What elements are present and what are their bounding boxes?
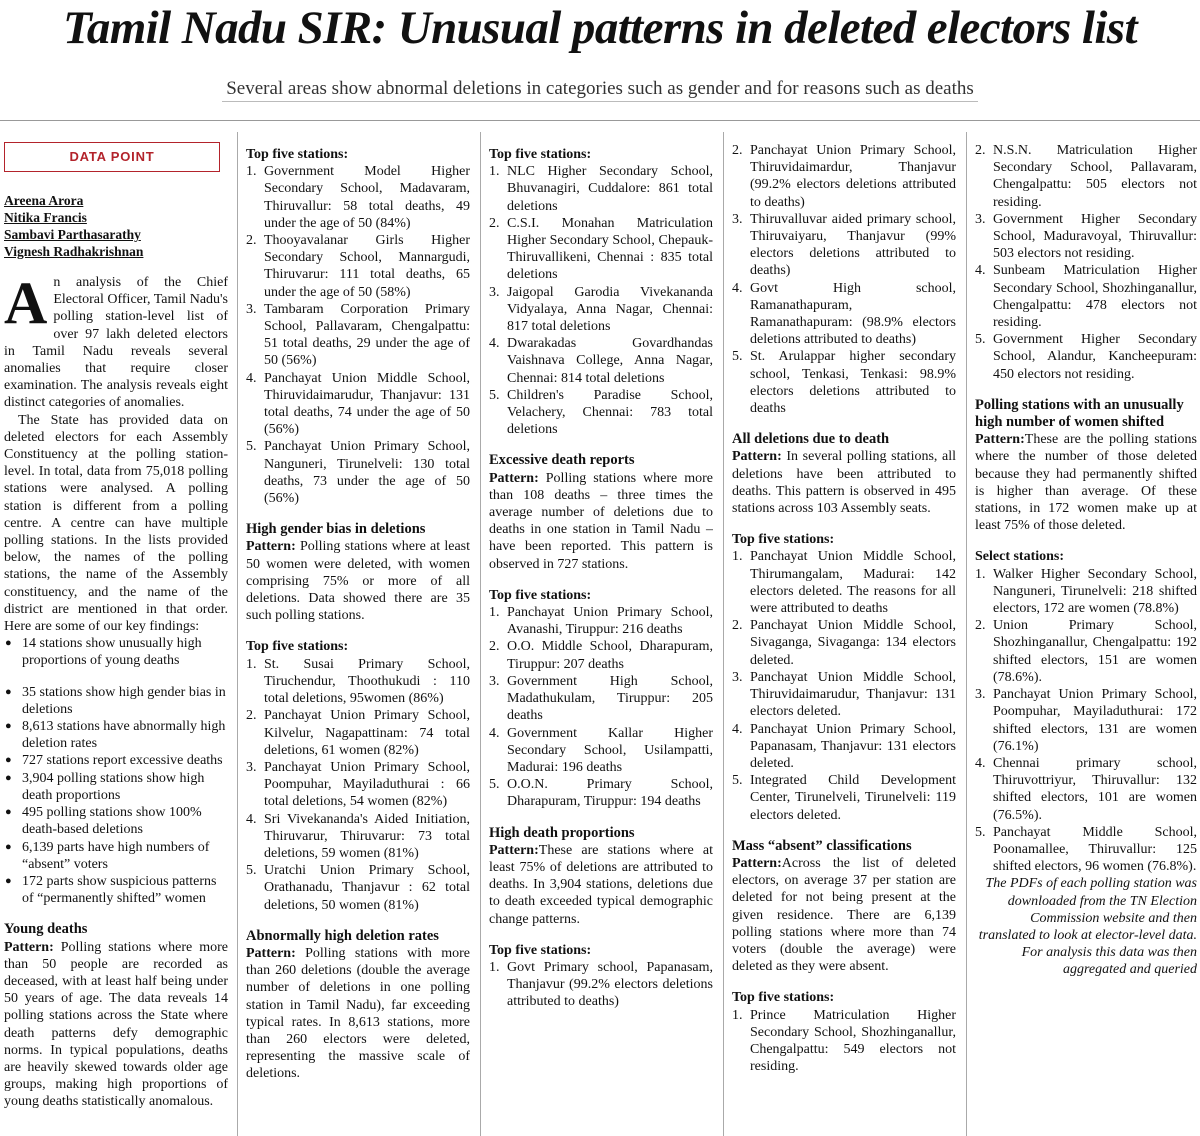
section-title-women-shifted: Polling stations with an unusually high number of women shifted — [975, 396, 1184, 431]
station-item: 2. O.O. Middle School, Dharapuram, Tiruppur: 207 deaths — [489, 639, 713, 672]
station-item: 3. Panchayat Union Middle School, Thiruvidaimarudur, Thanjavur: 131 electors deleted. — [732, 669, 956, 720]
pattern-text: Polling stations where more than 50 people are recorded as deceased, with at least half being under 50 years of age. The data reveals 14 polling stations across the State where death patterns defy demographic norms. In typical populations, deaths are heavily skewed towards older age groups, making high proportions of young deaths statistically anomalous. — [4, 939, 228, 1110]
section-title-young-deaths: Young deaths — [4, 921, 88, 938]
station-item: 3. Jaigopal Garodia Vivekananda Vidyalaya, Anna Nagar, Chennai: 817 total deletions — [489, 284, 713, 335]
station-list-absent-cont — [975, 142, 1197, 383]
drop-cap: A — [4, 270, 48, 336]
station-item: 5. Panchayat Middle School, Poonamallee, Thiruvallur: 125 shifted electors, 96 women (76.8%). — [975, 824, 1197, 875]
top-five-label: Top five stations: — [732, 990, 835, 1006]
section-pattern: Pattern:These are stations where at least 75% of deletions are attributed to deaths. In 3,904 stations, deletions due to death exceeded typical demographic change patterns. — [489, 842, 713, 927]
column-divider — [480, 132, 481, 1136]
finding-item: ● 172 parts show suspicious patterns of “permanently shifted” women — [4, 873, 228, 907]
finding-item: ● 727 stations report excessive deaths — [4, 752, 228, 769]
station-item: 1. NLC Higher Secondary School, Bhuvanagiri, Cuddalore: 861 total deletions — [489, 164, 713, 214]
station-item: 2. C.S.I. Monahan Matriculation Higher Secondary School, Chepauk-Thiruvallikeni, Chennai : 835 total deletions — [489, 215, 713, 283]
station-list-young-deaths — [246, 163, 470, 507]
methodology-note: The PDFs of each polling station was downloaded from the TN Election Commission website and then translated to look at elector-level data. — [978, 876, 1197, 943]
station-item: 5. Integrated Child Development Center, Tirunelveli, Tirunelveli: 119 electors deleted. — [732, 773, 956, 823]
intro-text: n analysis of the Chief Electoral Officer, Tamil Nadu's polling station-level list of over 97 lakh deleted electors in Tamil Nadu reveals several anomalies that require closer examination. The analysis reveals eight distinct categories of anomalies. — [4, 275, 228, 411]
author-link[interactable]: Vignesh Radhakrishnan — [4, 244, 144, 259]
station-item: 1. Prince Matriculation Higher Secondary School, Shozhinganallur, Chengalpattu: 549 electors not residing. — [732, 1007, 956, 1075]
author-link[interactable]: Nitika Francis — [4, 210, 87, 225]
pattern-label: Pattern: — [4, 939, 54, 955]
column-divider — [966, 132, 967, 1136]
station-item: 1. Govt Primary school, Papanasam, Thanjavur (99.2% electors deletions attributed to deaths) — [489, 959, 713, 1010]
station-item: 5. Government Higher Secondary School, Alandur, Kancheepuram: 450 electors not residing. — [975, 332, 1197, 382]
section-pattern: Pattern:Across the list of deleted electors, on average 37 per station are deleted for not being present at the given residence. There are 6,139 polling stations where more than 74 voters (double the average) were deleted as they were absent. — [732, 855, 956, 975]
section-title-absent: Mass “absent” classifications — [732, 837, 912, 854]
header-rule — [0, 120, 1200, 121]
station-item: 2. Panchayat Union Primary School, Kilvelur, Nagapattinam: 74 total deletions, 61 women (82%) — [246, 708, 470, 758]
station-item: 4. Government Kallar Higher Secondary School, Usilampatti, Madurai: 196 deaths — [489, 725, 713, 775]
station-item: 5. St. Arulappar higher secondary school, Tenkasi, Tenkasi: 98.9% electors deletions attributed to deaths — [732, 349, 956, 417]
methodology-note-2: For analysis this data was then aggregated and queried — [1021, 945, 1197, 978]
station-item: 2. Thooyavalanar Girls Higher Secondary School, Mannargudi, Thiruvarur: 111 total deaths, 65 under the age of 50 (58%) — [246, 233, 470, 300]
station-list-abnormal-deletions — [489, 163, 713, 438]
top-five-label: Top five stations: — [489, 942, 592, 958]
section-pattern: Pattern: Polling stations where at least 50 women were deleted, with women comprising 75% or more of all deletions. Data showed there are 35 such polling stations. — [246, 539, 470, 624]
section-pattern: Pattern:These are the polling stations where the number of those deleted because they had permanently shifted is higher than average. Of these stations, in 172 women make up at least 75% of those deleted. — [975, 432, 1197, 534]
section-pattern — [4, 939, 228, 1111]
station-item: 3. Government High School, Madathukulam, Tiruppur: 205 deaths — [489, 673, 713, 724]
column-divider — [237, 132, 238, 1136]
station-list-excessive-deaths — [489, 604, 713, 810]
data-point-badge: DATA POINT — [4, 142, 220, 172]
column-4 — [732, 132, 956, 1136]
subheadline — [0, 74, 1200, 104]
station-item: 2. Panchayat Union Middle School, Sivaganga, Sivaganga: 134 electors deleted. — [732, 618, 956, 668]
station-list-gender-bias — [246, 656, 470, 914]
station-item: 2. Panchayat Union Primary School, Thiruvidaimardur, Thanjavur (99.2% electors deletions attributed to deaths) — [732, 143, 956, 210]
column-1 — [4, 132, 228, 1136]
section-pattern: Pattern: In several polling stations, all deletions have been attributed to deaths. This pattern is observed in 495 stations across 103 Assembly seats. — [732, 449, 956, 517]
section-title-death-proportions: High death proportions — [489, 824, 635, 841]
station-item: 1. Panchayat Union Primary School, Avanashi, Tiruppur: 216 deaths — [489, 605, 713, 638]
station-item: 3. Panchayat Union Primary School, Poompuhar, Mayiladuthurai : 66 total deletions, 54 women (82%) — [246, 759, 470, 810]
section-title-excessive-deaths: Excessive death reports — [489, 452, 635, 469]
section-title-all-deaths: All deletions due to death — [732, 431, 890, 448]
station-item: 1. Government Model Higher Secondary School, Madavaram, Thiruvallur: 58 total deaths, 49 under the age of 50 (84%) — [246, 164, 470, 231]
station-item: 1. Panchayat Union Middle School, Thirumangalam, Madurai: 142 electors deleted. The reasons for all were attributed to deaths — [732, 549, 956, 617]
top-five-label: Top five stations: — [732, 532, 835, 548]
top-five-label: Top five stations: — [246, 639, 349, 655]
intro-paragraph-2: The State has provided data on deleted electors for each Assembly Constituency at the polling station-level. In total, data from 75,018 polling stations were analysed. A polling station is different from a polling centre. A centre can have multiple polling stations. In the lists provided below, the names of the polling stations, the name of the Assembly constituency, and the name of the district are mentioned in that order. Here are some of our key findings: — [4, 412, 228, 635]
station-item: 5. Children's Paradise School, Velachery, Chennai: 783 total deletions — [489, 387, 713, 438]
author-list — [4, 192, 228, 260]
station-item: 3. Government Higher Secondary School, Maduravoyal, Thiruvallur: 503 electors not residing. — [975, 211, 1197, 262]
station-item: 4. Sunbeam Matriculation Higher Secondary School, Shozhinganallur, Chengalpattu: 478 electors not residing. — [975, 263, 1197, 331]
column-3 — [489, 132, 713, 1136]
select-stations-label: Select stations: — [975, 549, 1065, 565]
station-list-all-deaths — [732, 548, 956, 823]
station-item: 2. Union Primary School, Shozhinganallur, Chengalpattu: 192 shifted electors, 151 are women (78.6%). — [975, 618, 1197, 685]
station-item: 3. Panchayat Union Primary School, Poompuhar, Mayiladuthurai: 172 shifted electors, 131 are women (76.1%) — [975, 687, 1197, 754]
finding-item: ● 14 stations show unusually high proportions of young deaths — [4, 635, 228, 669]
station-item: 4. Panchayat Union Primary School, Papanasam, Thanjavur: 131 electors deleted. — [732, 721, 956, 771]
station-item: 2. N.S.N. Matriculation Higher Secondary School, Pallavaram, Chengalpattu: 505 electors not residing. — [975, 143, 1197, 210]
subheadline-text: Several areas show abnormal deletions in categories such as gender and for reasons such as deaths — [222, 78, 978, 102]
station-item: 3. Thiruvalluvar aided primary school, Thiruvaiyaru, Thanjavur (99% electors deletions attributed to deaths) — [732, 211, 956, 279]
section-pattern: Pattern: Polling stations with more than 260 deletions (double the average number of deletions in one polling station in Tamil Nadu), far exceeding typical rates. In 8,613 stations, more than 260 electors were deleted, representing the massive scale of deletions. — [246, 945, 470, 1082]
key-findings-list — [4, 635, 228, 907]
top-five-label: Top five stations: — [489, 587, 592, 603]
section-title-gender-bias: High gender bias in deletions — [246, 521, 426, 538]
station-item: 5. Uratchi Union Primary School, Orathanadu, Thanjavur : 62 total deletions, 50 women (81%) — [246, 863, 470, 913]
station-item: 4. Sri Vivekananda's Aided Initiation, Thiruvarur, Thiruvarur: 73 total deletions, 59 women (81%) — [246, 811, 470, 861]
top-five-label: Top five stations: — [246, 147, 349, 162]
author-link[interactable]: Areena Arora — [4, 193, 84, 208]
headline: Tamil Nadu SIR: Unusual patterns in deleted electors list — [63, 2, 1137, 54]
station-list-death-proportions — [489, 959, 713, 1011]
column-5 — [975, 132, 1197, 1136]
finding-item: ● 3,904 polling stations show high death proportions — [4, 770, 228, 804]
station-item: 4. Panchayat Union Middle School, Thiruvidaimarudur, Thanjavur: 131 total deaths, 74 under the age of 50 (56%) — [246, 370, 470, 438]
station-list-women-shifted — [975, 566, 1197, 876]
station-item: 4. Govt High school, Ramanathapuram, Ramanathapuram: (98.9% electors deletions attributed to deaths) — [732, 280, 956, 348]
column-divider — [723, 132, 724, 1136]
station-list-death-proportions-cont — [732, 142, 956, 417]
finding-item: ● 35 stations show high gender bias in deletions — [4, 684, 228, 718]
finding-item: ● 6,139 parts have high numbers of “absent” voters — [4, 839, 228, 873]
station-item: 3. Tambaram Corporation Primary School, Pallavaram, Chengalpattu: 51 total deaths, 29 under the age of 50 (56%) — [246, 301, 470, 369]
section-pattern: Pattern: Polling stations where more than 108 deaths – three times the average number of deletions due to deaths in one station in Tamil Nadu – have been reported. This pattern is observed in 727 stations. — [489, 470, 713, 572]
column-2 — [246, 132, 470, 1136]
station-item: 1. St. Susai Primary School, Tiruchendur, Thoothukudi : 110 total deletions, 95women (86%) — [246, 656, 470, 707]
finding-item: ● 8,613 stations have abnormally high deletion rates — [4, 718, 228, 752]
station-item: 1. Walker Higher Secondary School, Nanguneri, Tirunelveli: 218 shifted electors, 172 are women (78.8%) — [975, 566, 1197, 617]
station-item: 5. Panchayat Union Primary School, Nanguneri, Tirunelveli: 130 total deaths, 73 under the age of 50 (56%) — [246, 439, 470, 507]
intro-paragraph — [4, 270, 228, 412]
station-item: 4. Chennai primary school, Thiruvottriyur, Thiruvallur: 132 shifted electors, 101 are women (76.5%). — [975, 755, 1197, 823]
finding-item: ● 495 polling stations show 100% death-based deletions — [4, 804, 228, 838]
top-five-label: Top five stations: — [489, 147, 592, 162]
station-item: 5. O.O.N. Primary School, Dharapuram, Tiruppur: 194 deaths — [489, 777, 713, 810]
author-link[interactable]: Sambavi Parthasarathy — [4, 227, 141, 242]
station-item: 4. Dwarakadas Govardhandas Vaishnava College, Anna Nagar, Chennai: 814 total deletions — [489, 336, 713, 386]
station-list-absent — [732, 1007, 956, 1076]
section-title-abnormal-deletions: Abnormally high deletion rates — [246, 927, 439, 944]
